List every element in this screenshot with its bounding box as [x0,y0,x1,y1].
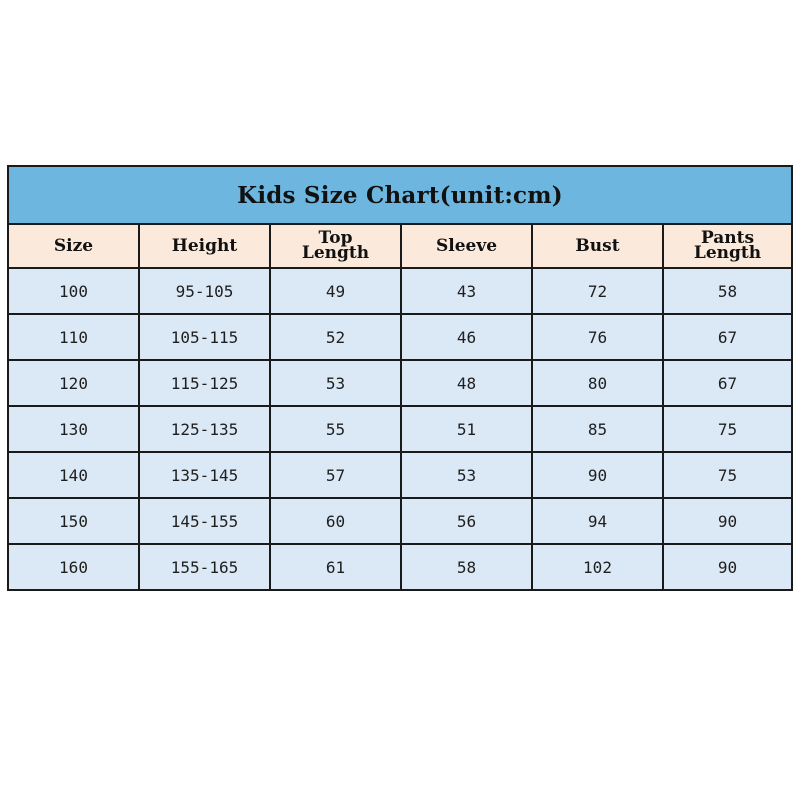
column-header-text: Length [693,243,762,263]
header-row [9,225,791,268]
table-row [9,314,791,360]
table-cell: 95-105 [139,268,270,314]
column-header [532,225,663,268]
table-cell: 67 [663,314,791,360]
table-cell: 110 [9,314,139,360]
table-cell: 55 [270,406,401,452]
table-cell: 90 [663,544,791,589]
column-header-text: Bust [575,235,620,256]
table-row [9,360,791,406]
table-row [9,268,791,314]
table-cell: 60 [270,498,401,544]
table-cell: 53 [270,360,401,406]
chart-title: Kids Size Chart(unit:cm) [237,181,563,209]
table-row [9,406,791,452]
column-header [9,225,139,268]
table-cell: 46 [401,314,532,360]
table-cell: 102 [532,544,663,589]
column-header [139,225,270,268]
table-cell: 58 [401,544,532,589]
column-header [401,225,532,268]
column-header-text: Top [318,228,353,248]
title-bar [9,167,791,225]
table-cell: 125-135 [139,406,270,452]
table-cell: 52 [270,314,401,360]
table-cell: 135-145 [139,452,270,498]
column-header-text: Height [171,235,238,256]
table-cell: 120 [9,360,139,406]
table-cell: 160 [9,544,139,589]
column-header-text: Length [301,243,370,263]
table-cell: 85 [532,406,663,452]
table-cell: 58 [663,268,791,314]
table-cell: 75 [663,452,791,498]
table-cell: 80 [532,360,663,406]
column-header [270,225,401,268]
column-header [663,225,791,268]
size-chart [7,165,793,591]
table-body [9,268,791,589]
table-cell: 115-125 [139,360,270,406]
table-row [9,544,791,589]
table-cell: 67 [663,360,791,406]
table-cell: 48 [401,360,532,406]
column-header-text: Size [53,235,94,256]
table-cell: 51 [401,406,532,452]
table-cell: 130 [9,406,139,452]
table-cell: 49 [270,268,401,314]
table-cell: 145-155 [139,498,270,544]
table-cell: 57 [270,452,401,498]
table-cell: 140 [9,452,139,498]
table-row [9,498,791,544]
table-cell: 105-115 [139,314,270,360]
table-cell: 61 [270,544,401,589]
table-cell: 90 [532,452,663,498]
table-cell: 56 [401,498,532,544]
column-header-text: Pants [700,228,755,248]
table-cell: 72 [532,268,663,314]
table-row [9,452,791,498]
column-header-text: Sleeve [435,235,498,256]
table-cell: 75 [663,406,791,452]
table-cell: 90 [663,498,791,544]
table-cell: 53 [401,452,532,498]
table-cell: 76 [532,314,663,360]
table-cell: 94 [532,498,663,544]
table-cell: 43 [401,268,532,314]
table-cell: 155-165 [139,544,270,589]
table-cell: 100 [9,268,139,314]
table-cell: 150 [9,498,139,544]
size-table [9,225,791,589]
